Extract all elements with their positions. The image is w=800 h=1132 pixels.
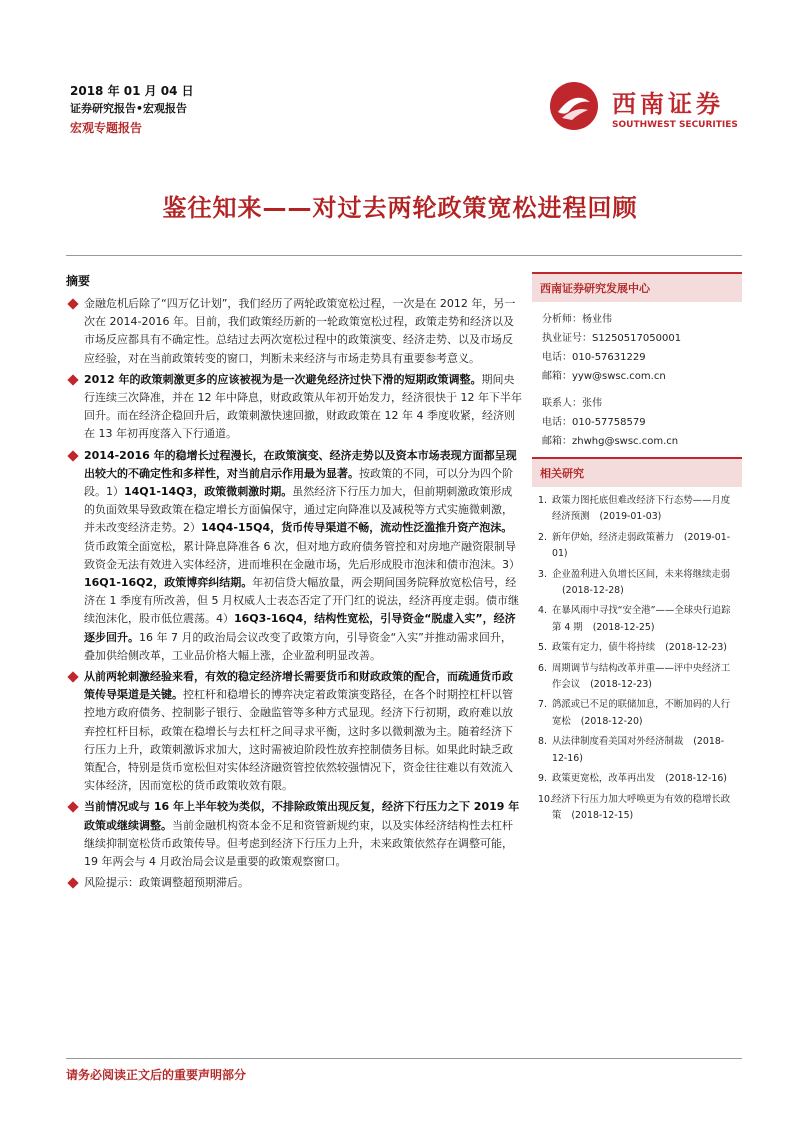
analyst-phone: 010-57631229 xyxy=(572,352,646,363)
report-title: 鉴往知来——对过去两轮政策宽松进程回顾 xyxy=(162,194,638,222)
related-item-title: 从法律制度看美国对外经济制裁 xyxy=(552,736,684,748)
related-item-title: 在暴风雨中寻找“安全港”——全球央行追踪第 4 期 xyxy=(552,605,731,633)
logo-name-cn: 西南证券 xyxy=(612,90,724,118)
abstract-bullet xyxy=(66,447,522,665)
logo-mark-icon xyxy=(548,80,600,132)
abstract-bullet xyxy=(66,668,522,795)
stage-2-text: 货币政策全面宽松，累计降息降准各 6 次，但对地方政府债务管控和对房地产融资限制导致资金无法有效进入实体经济，进而堆积在金融市场，先后形成股市泡沫和债市泡沫。3） xyxy=(84,539,520,571)
related-item-number: 8. xyxy=(538,736,547,748)
stage-1-text: 虽然经济下行压力加大，但前期刺激政策形成的负面效果导致政策在稳定增长方面偏保守，通过定向降准以及减税等方式实施微刺激，并未改变经济走势。2） xyxy=(84,485,513,535)
related-item-date: (2018-12-16) xyxy=(552,736,725,764)
bullet-diamond-icon xyxy=(67,374,78,385)
related-research-item[interactable] xyxy=(538,771,738,787)
contact-row: 联系人：张伟 xyxy=(542,398,602,409)
related-research-list xyxy=(532,487,742,824)
footer-disclaimer: 请务必阅读正文后的重要声明部分 xyxy=(66,1068,247,1082)
bullet-lead: 2012 年的政策刺激更多的应该被视为是一次避免经济过快下滑的短期政策调整。 xyxy=(84,372,482,386)
related-item-date: (2018-12-16) xyxy=(665,773,727,785)
abstract-bullet xyxy=(66,295,522,368)
company-logo xyxy=(548,78,748,138)
analyst-email[interactable]: yyw@swsc.com.cn xyxy=(572,371,666,382)
stage-3-heading: 16Q1-16Q2，政策博弈纠结期。 xyxy=(84,576,253,590)
related-item-title: 周期调节与结构改革并重——评中央经济工作会议 xyxy=(552,662,731,691)
bullet-lead: 2014-2016 年的稳增长过程漫长，在政策演变、经济走势以及资本市场表现方面都呈现出较大的不确定性和多样性，对当前启示作用最为显著。 xyxy=(84,448,517,480)
related-item-title: 政策力图托底但难改经济下行态势——月度经济预测 xyxy=(552,495,731,523)
related-item-number: 9. xyxy=(538,773,547,785)
contact-phone-row: 电话：010-57758579 xyxy=(542,417,646,428)
contact-email-row: 邮箱：zhwhg@swsc.com.cn xyxy=(542,436,679,447)
related-research-item[interactable] xyxy=(538,792,738,825)
title-divider xyxy=(66,255,742,256)
logo-name-en: SOUTHWEST SECURITIES xyxy=(612,120,738,130)
related-item-date: (2018-12-28) xyxy=(562,585,624,597)
related-item-title: 经济下行压力加大呼唤更为有效的稳增长政策 xyxy=(552,793,731,821)
related-research-item[interactable] xyxy=(538,603,738,636)
bullet-diamond-icon xyxy=(67,671,78,682)
report-subtype: 宏观专题报告 xyxy=(70,121,143,135)
bullet-text: 金融危机后除了“四万亿计划”，我们经历了两轮政策宽松过程，一次是在 2012 年，另一次在 2014-2016 年。目前，我们政策经历新的一轮政策宽松过程，政策走势和经济以及市场反应都具有不确定性。总结过去两次宽松过程中的政策演变、经济走势、以及市场反应经验，对在当前政策转变的窗口，判断未来经济与市场走势具有重要参考意义。 xyxy=(84,297,516,365)
stage-3-text: 年初信贷大幅放量，两会期间国务院释放宽松信号，经济在 1 季度有所改善，但 5 月权威人士表态否定了开门红的说法，经济再度走弱。债市继续泡沫化，股市低位震荡。4） xyxy=(84,576,519,626)
risk-warning-text: 风险提示：政策调整超预期滞后。 xyxy=(84,876,249,890)
abstract-heading: 摘要 xyxy=(66,274,91,288)
bullet-text: 控杠杆和稳增长的博弈决定着政策演变路径，在各个时期控杠杆以管控地方政府债务、控制影子银行、金融监管等多种方式显现。经济下行初期，政府难以放弃控杠杆目标，政策在稳增长与去杠杆之间寻求平衡，这时多以微刺激为主。随着经济下行压力上升，政策刺激诉求加大，这时需被迫阶段性放弃控制债务目标。如果此时缺乏政策配合，特别是货币宽松但对实体经济融资管控依然较强情况下，资金往往难以有效流入实体经济，因而宽松的货币政策收效有限。 xyxy=(84,688,513,793)
related-item-date: (2018-12-20) xyxy=(580,715,643,727)
bullet-text: 按政策的不同，可以分为四个阶段。1） xyxy=(84,466,513,499)
related-research-item[interactable] xyxy=(538,697,738,730)
related-item-date: (2018-12-23) xyxy=(665,642,727,654)
report-header xyxy=(70,82,194,138)
related-research-item[interactable] xyxy=(538,493,738,526)
research-center-title: 西南证券研究发展中心 xyxy=(532,272,742,302)
bullet-diamond-icon xyxy=(67,450,78,461)
related-item-number: 3. xyxy=(538,568,547,580)
stage-4-heading: 16Q3-16Q4，结构性宽松，引导资金“脱虚入实”，经济逐步回升。 xyxy=(84,612,516,644)
related-item-number: 1. xyxy=(538,495,547,506)
related-item-date: (2018-12-15) xyxy=(571,809,634,821)
stage-1-heading: 14Q1-14Q3，政策微刺激时期。 xyxy=(124,485,293,499)
related-item-number: 6. xyxy=(538,662,547,674)
related-item-number: 2. xyxy=(538,531,547,543)
related-item-number: 4. xyxy=(538,605,547,617)
related-item-title: 政策有定力，债牛将持续 xyxy=(552,642,656,654)
abstract-bullet xyxy=(66,798,522,871)
abstract-bullet-risk xyxy=(66,874,522,892)
bullet-lead: 从前两轮刺激经验来看，有效的稳定经济增长需要货币和财政政策的配合，而疏通货币政策传导渠道是关键。 xyxy=(84,670,513,702)
related-item-number: 5. xyxy=(538,642,547,654)
report-date: 2018 年 01 月 04 日 xyxy=(70,84,194,98)
bullet-diamond-icon xyxy=(67,878,78,889)
contact-email[interactable]: zhwhg@swsc.com.cn xyxy=(572,436,679,447)
bullet-diamond-icon xyxy=(67,298,78,309)
license-number: S1250517050001 xyxy=(592,333,682,344)
email-row: 邮箱：yyw@swsc.com.cn xyxy=(542,371,666,382)
related-item-title: 鸽派或已不足的联储加息，不断加码的人行宽松 xyxy=(552,699,731,727)
related-item-date: (2019-01-01) xyxy=(552,531,731,560)
related-item-title: 政策更宽松，改革再出发 xyxy=(552,773,656,785)
bullet-lead: 当前情况或与 16 年上半年较为类似，不排除政策出现反复，经济下行压力之下 2019 年政策或继续调整。 xyxy=(84,800,520,832)
related-item-number: 10. xyxy=(538,793,553,805)
related-item-title: 新年伊始，经济走弱政策蓄力 xyxy=(552,531,674,543)
related-item-date: (2018-12-25) xyxy=(592,621,655,633)
report-type: 证券研究报告•宏观报告 xyxy=(70,102,188,115)
stage-2-heading: 14Q4-15Q4，货币传导渠道不畅，流动性泛滥推升资产泡沫。 xyxy=(201,521,513,535)
related-item-date: (2019-01-03) xyxy=(599,511,662,523)
related-research-item[interactable] xyxy=(538,640,738,656)
related-item-title: 企业盈利进入负增长区间，未来将继续走弱 xyxy=(552,568,731,580)
analyst-info xyxy=(532,302,742,457)
related-research-title: 相关研究 xyxy=(532,457,742,487)
related-research-item[interactable] xyxy=(538,734,738,767)
abstract-section xyxy=(66,272,522,896)
analyst-name: 杨业伟 xyxy=(582,314,612,325)
bullet-text: 当前金融机构资本金不足和资管新规约束，以及实体经济结构性去杠杆继续抑制宽松货币政策传导。但考虑到经济下行压力上升，未来政策依然存在调整可能，19 年两会与 4 月政治局会议是重要的政策观察窗口。 xyxy=(84,818,513,869)
analyst-row: 分析师：杨业伟 xyxy=(542,314,612,325)
abstract-bullet xyxy=(66,371,522,444)
bullet-text: 期间央行连续三次降准，并在 12 年中降息，财政政策从年初开始发力，经济很快于 12 年下半年回升。而在经济企稳回升后，政策刺激快速回撤，财政政策在 12 年 4 季度收紧，经济则在 13 年初再度落入下行通道。 xyxy=(84,372,522,441)
phone-row: 电话：010-57631229 xyxy=(542,352,646,363)
license-row: 执业证号：S1250517050001 xyxy=(542,333,682,344)
related-item-number: 7. xyxy=(538,699,547,711)
related-research-item[interactable] xyxy=(538,530,738,563)
stage-4-text: 16 年 7 月的政治局会议改变了政策方向，引导资金“入实”并推动需求回升，叠加供给侧改革，工业品价格大幅上涨，企业盈利明显改善。 xyxy=(84,630,512,662)
bullet-diamond-icon xyxy=(67,802,78,813)
related-item-date: (2018-12-23) xyxy=(590,679,652,691)
contact-name: 张伟 xyxy=(582,398,602,409)
related-research-item[interactable] xyxy=(538,661,738,694)
footer-divider xyxy=(66,1058,742,1059)
related-research-item[interactable] xyxy=(538,567,738,600)
sidebar xyxy=(532,272,742,828)
contact-phone: 010-57758579 xyxy=(572,417,646,428)
